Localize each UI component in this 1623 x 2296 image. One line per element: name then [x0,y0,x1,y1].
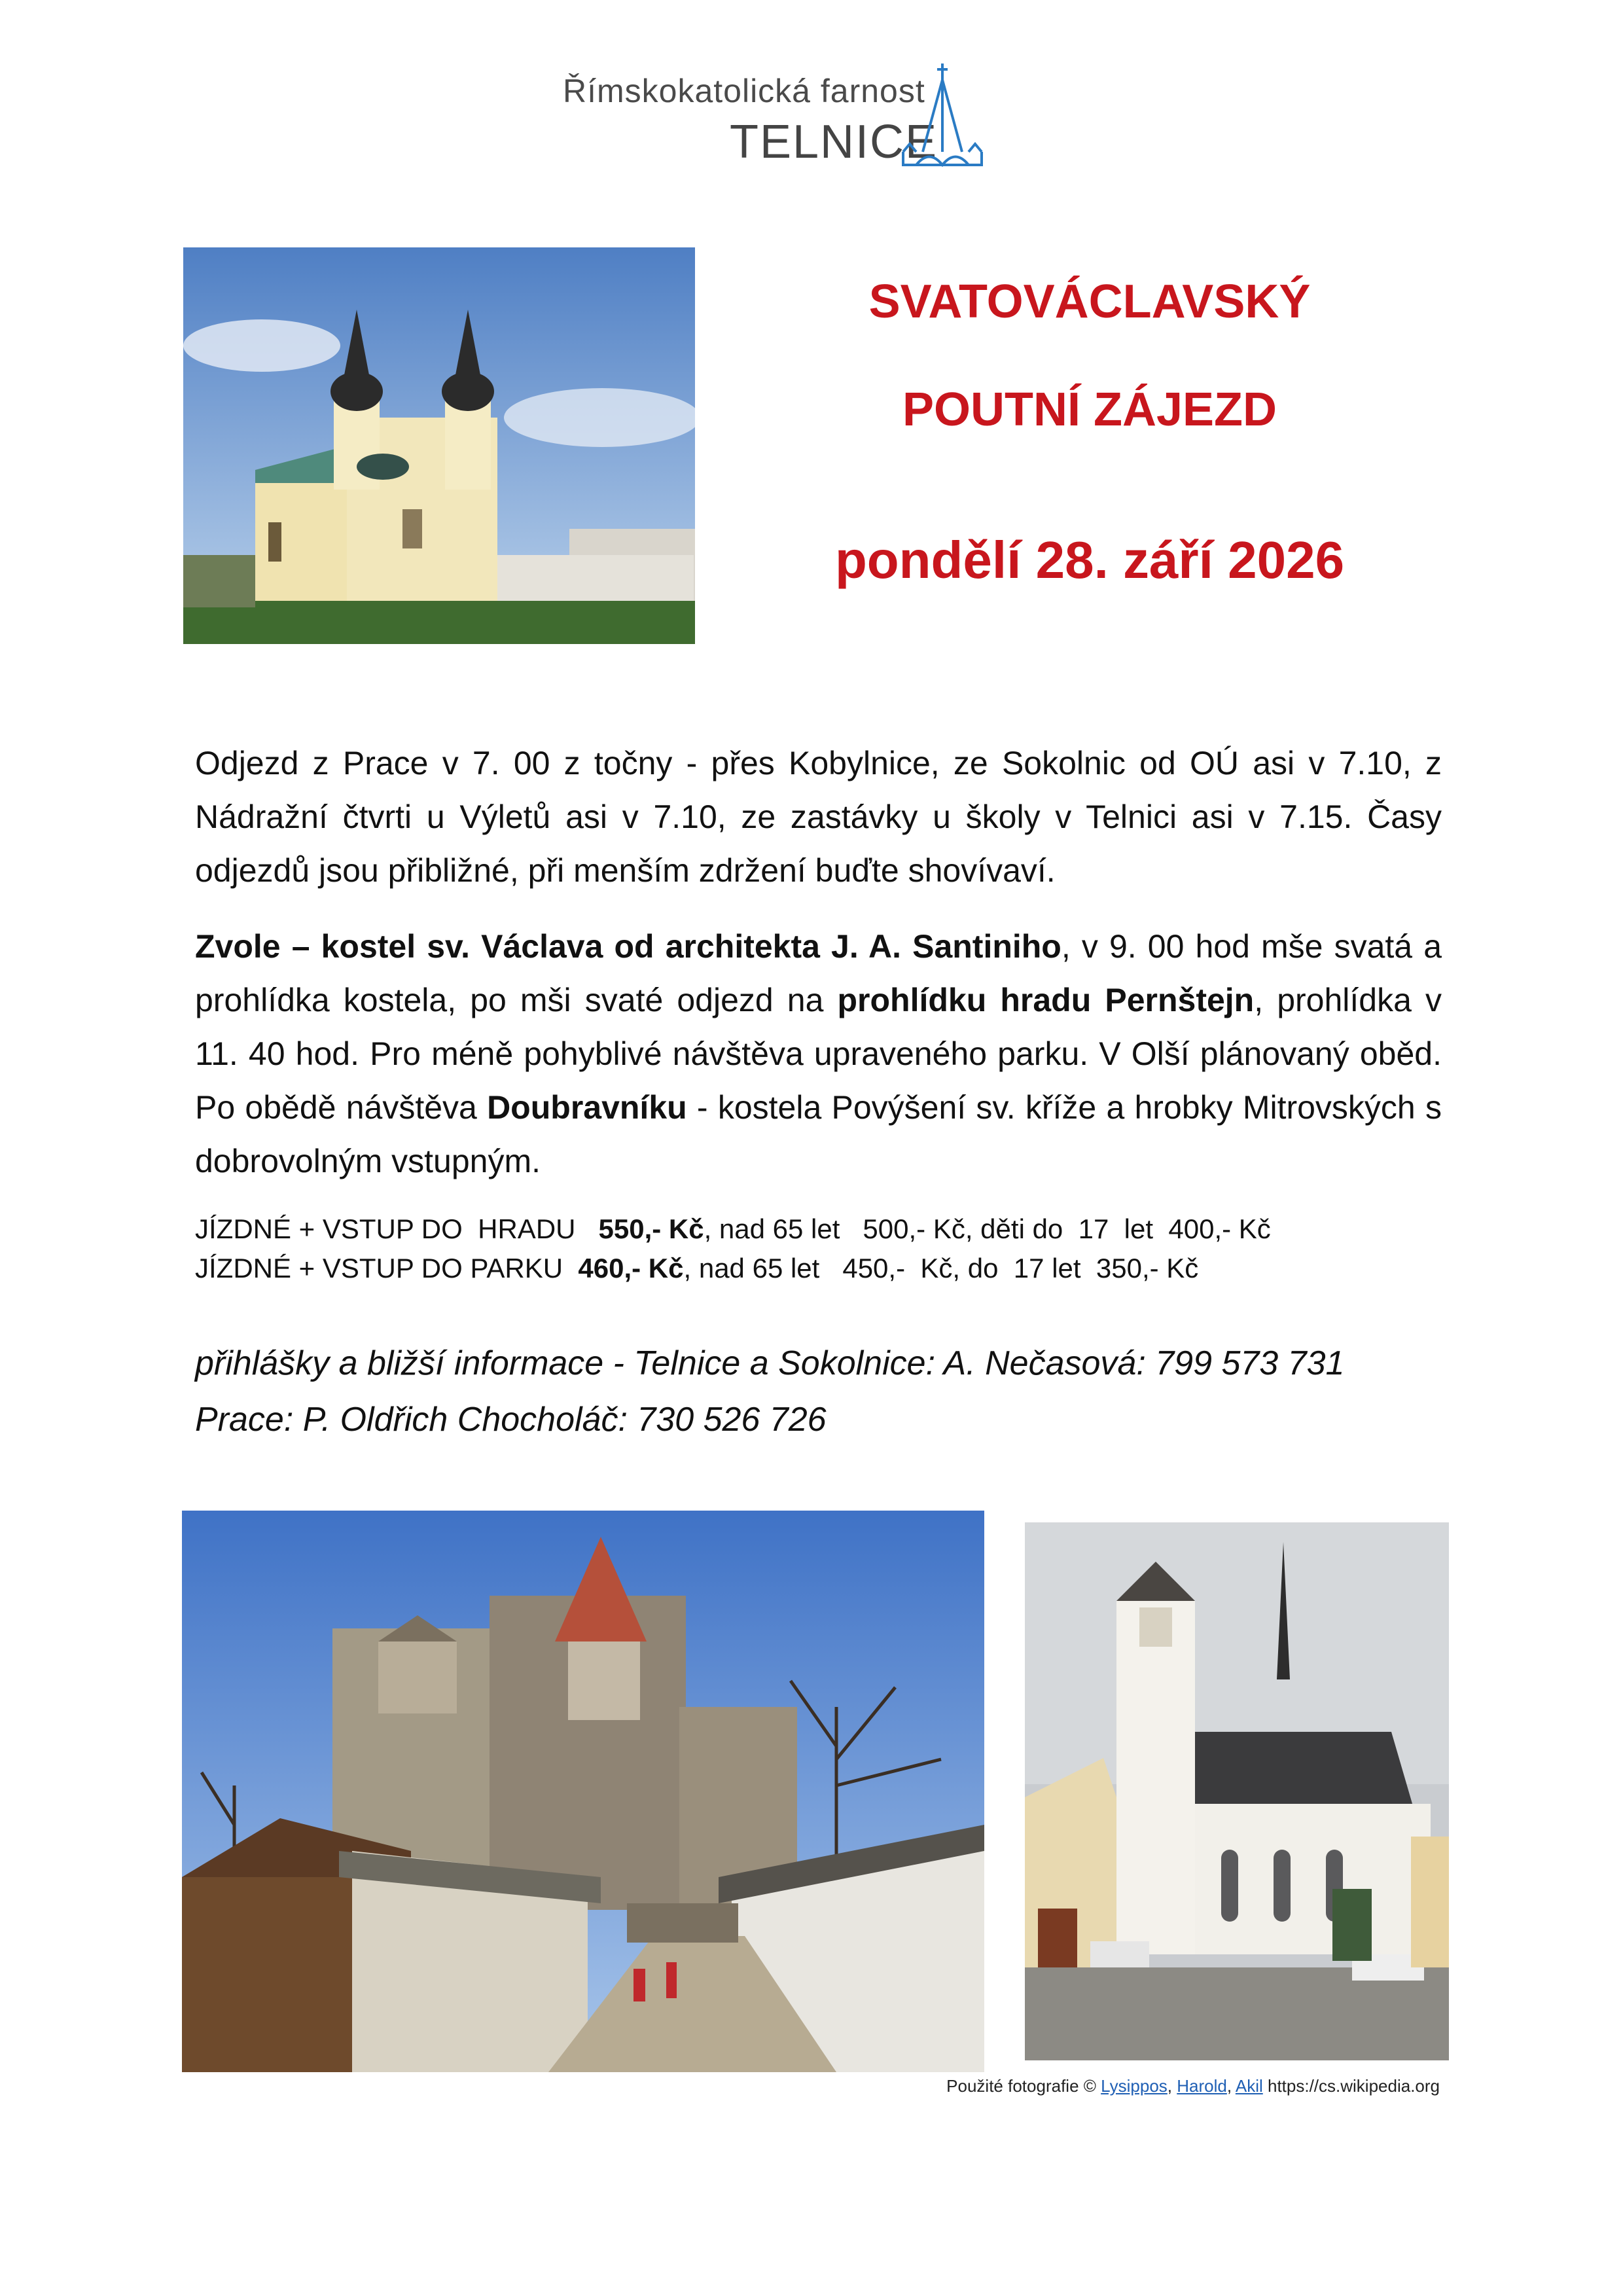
credit-separator: , [1226,2076,1236,2096]
credit-separator: , [1167,2076,1177,2096]
credit-source: https://cs.wikipedia.org [1262,2076,1440,2096]
parish-line: Římskokatolická farnost [563,73,925,109]
title-line-2: POUTNÍ ZÁJEZD [902,384,1277,436]
price-label: JÍZDNÉ + VSTUP DO PARKU [195,1253,579,1283]
price-detail: , nad 65 let 450,- Kč, do 17 let 350,- Kč [683,1253,1199,1283]
credit-link-akil[interactable]: Akil [1235,2076,1263,2096]
photo-credit [851,2076,1440,2096]
price-label: JÍZDNÉ + VSTUP DO HRADU [195,1213,599,1244]
price-row-park [195,1249,1442,1288]
price-value: 460,- Kč [578,1253,684,1283]
bold-doubravnik: Doubravníku [487,1089,687,1126]
church-outline-icon [897,60,988,171]
bold-zvole: Zvole – kostel sv. Václava od architekta J. A. Santiniho [195,928,1061,965]
photo-doubravnik-church [1025,1522,1449,2060]
program-text-3: - kostela Povýšení sv. kříže a hrobky Mitrovských s dobrovolným vstupným. [195,1089,1442,1179]
bold-pernstejn: prohlídku hradu Pernštejn [837,982,1255,1018]
credit-prefix: Použité fotografie © [946,2076,1101,2096]
contact-line-1: přihlášky a bližší informace - Telnice a Sokolnice: A. Nečasová: 799 573 731 [195,1344,1345,1382]
program-text-1: , v 9. 00 hod mše svatá a prohlídka kostela, po mši svaté odjezd na [195,928,1442,1018]
price-detail: , nad 65 let 500,- Kč, děti do 17 let 400,- Kč [704,1213,1271,1244]
photo-pernstejn-castle [182,1511,984,2072]
parish-name: TELNICE [730,116,938,168]
event-date: pondělí 28. září 2026 [834,531,1345,589]
contact-line-2: Prace: P. Oldřich Chocholáč: 730 526 726 [195,1401,827,1439]
credit-link-lysippos[interactable]: Lysippos [1101,2076,1168,2096]
departure-paragraph: Odjezd z Prace v 7. 00 z točny - přes Kobylnice, ze Sokolnic od OÚ asi v 7.10, z Nádražní čtvrti u Výletů asi v 7.10, ze zastávky u školy v Telnici asi v 7.15. Časy odjezdů jsou přibližné, při menším zdržení buďte shovívaví. [195,745,1442,889]
title-line-1: SVATOVÁCLAVSKÝ [868,276,1311,328]
program-paragraph [195,920,1442,1188]
contact-info [195,1335,1442,1448]
price-list [195,1210,1442,1288]
price-value: 550,- Kč [598,1213,704,1244]
price-row-castle [195,1210,1442,1249]
photo-zvole-church [183,247,695,644]
program-text-2: , prohlídka v 11. 40 hod. Pro méně pohyblivé návštěva upraveného parku. V Olší plánovaný oběd. Po obědě návštěva [195,982,1442,1126]
credit-link-harold[interactable]: Harold [1177,2076,1227,2096]
